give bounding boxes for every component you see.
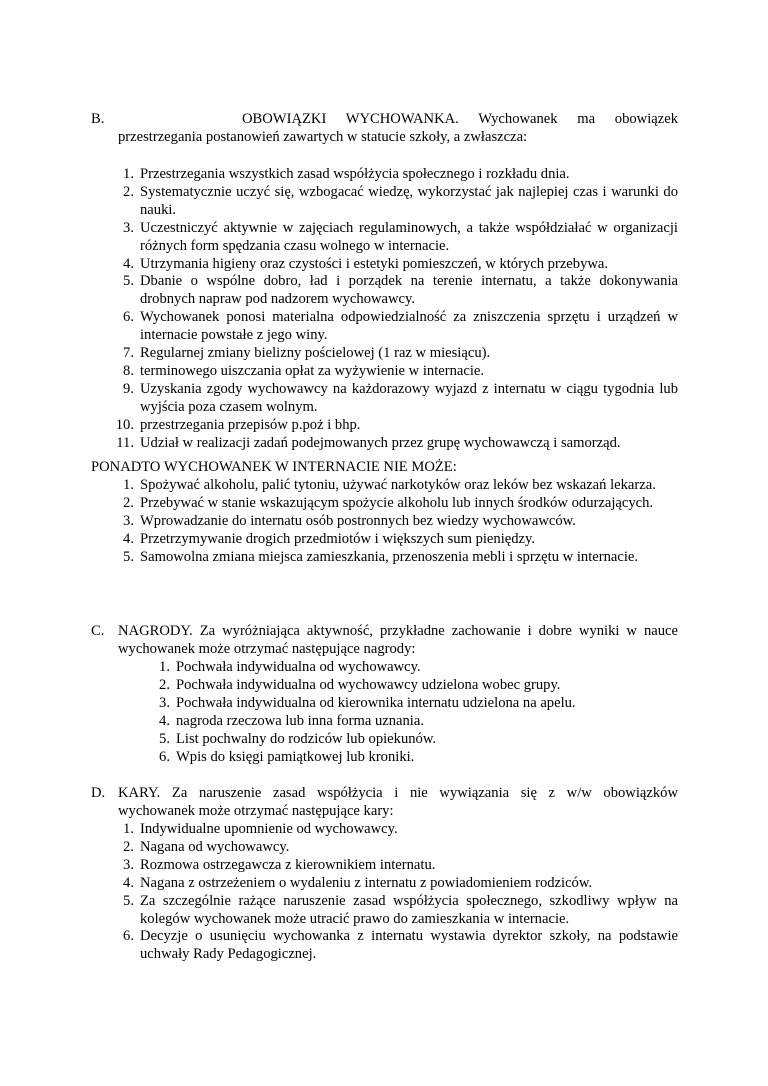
item-text: Nagana od wychowawcy. <box>140 838 290 855</box>
list-item <box>159 676 676 695</box>
section-d-letter: D. <box>91 785 106 801</box>
item-text: Pochwała indywidualna od wychowawcy. <box>176 659 421 675</box>
section-d <box>91 785 678 821</box>
item-number: 10. <box>115 416 134 433</box>
item-number: 8. <box>123 362 134 379</box>
list-item <box>123 309 678 345</box>
list-item <box>123 494 678 513</box>
section-b-intro-line1: OBOWIĄZKI WYCHOWANKA. Wychowanek ma obowiązek <box>242 111 678 127</box>
penalties-list <box>123 821 678 964</box>
list-item <box>123 362 678 381</box>
list-item <box>123 183 678 220</box>
item-number: 1. <box>123 166 134 182</box>
list-item <box>123 821 678 839</box>
item-number: 4. <box>123 255 134 272</box>
item-number: 3. <box>159 694 170 711</box>
item-number: 2. <box>123 494 134 511</box>
item-number: 1. <box>123 821 134 837</box>
section-d-intro-line1: KARY. Za naruszenie zasad współżycia i nie wywiązania się z w/w obowiązków <box>118 785 678 801</box>
section-b-letter: B. <box>91 111 105 127</box>
list-item <box>123 477 678 495</box>
list-item <box>123 273 678 309</box>
section-c-letter: C. <box>91 623 105 639</box>
list-item <box>159 748 676 767</box>
item-text: Regularnej zmiany bielizny pościelowej (1 raz w miesiącu). <box>140 345 491 362</box>
item-number: 6. <box>123 928 134 945</box>
item-text: Wprowadzanie do internatu osób postronnych bez wiedzy wychowawców. <box>140 512 576 529</box>
section-b <box>91 111 678 147</box>
section-c <box>91 623 678 659</box>
item-text: Uczestniczyć aktywnie w zajęciach regulaminowych, a także współdziałać w organizacji różnych form spędzania czasu wolnego w internacie. <box>140 219 678 254</box>
list-item <box>123 166 678 184</box>
list-item <box>159 659 676 677</box>
item-number: 3. <box>123 512 134 529</box>
item-text: Rozmowa ostrzegawcza z kierownikiem internatu. <box>140 856 436 873</box>
rewards-list <box>159 659 676 766</box>
item-text: List pochwalny do rodziców lub opiekunów. <box>176 730 437 747</box>
list-item <box>123 548 678 567</box>
item-text: Samowolna zmiana miejsca zamieszkania, przenoszenia mebli i sprzętu w internacie. <box>140 548 639 565</box>
prohibitions-title: PONADTO WYCHOWANEK W INTERNACIE NIE MOŻE: <box>91 459 457 475</box>
item-number: 2. <box>123 838 134 855</box>
list-item <box>123 255 678 274</box>
section-c-intro-line1: NAGRODY. Za wyróżniająca aktywność, przykładne zachowanie i dobre wyniki w nauce <box>118 623 678 639</box>
item-number: 3. <box>123 856 134 873</box>
section-d-heading <box>91 785 678 803</box>
list-item <box>159 712 676 731</box>
item-text: Przetrzymywanie drogich przedmiotów i większych sum pieniędzy. <box>140 530 535 547</box>
item-number: 4. <box>159 712 170 729</box>
section-d-intro-line2: wychowanek może otrzymać następujące kary: <box>118 802 394 819</box>
list-item <box>123 345 678 363</box>
item-text: Wychowanek ponosi materialna odpowiedzialność za zniszczenia sprzętu i urządzeń w internacie powstałe z jego winy. <box>140 309 678 344</box>
item-text: Systematycznie uczyć się, wzbogacać wiedzę, wykorzystać jak najlepiej czas i warunki do nauki. <box>140 183 678 218</box>
item-text: Pochwała indywidualna od kierownika internatu udzielona na apelu. <box>176 694 576 711</box>
list-item <box>115 416 678 435</box>
list-item <box>123 838 678 857</box>
item-number: 5. <box>123 273 134 290</box>
item-text: Nagana z ostrzeżeniem o wydaleniu z internatu z powiadomieniem rodziców. <box>140 874 593 891</box>
list-item <box>123 512 678 531</box>
item-number: 2. <box>123 183 134 200</box>
item-text: Dbanie o wspólne dobro, ład i porządek na terenie internatu, a także dokonywania drobnych napraw pod nadzorem wychowawcy. <box>140 273 678 308</box>
list-item <box>159 730 676 749</box>
item-text: Decyzje o usunięciu wychowanka z internatu wystawia dyrektor szkoły, na podstawie uchwały Rady Pedagogicznej. <box>140 928 678 963</box>
item-text: nagroda rzeczowa lub inna forma uznania. <box>176 712 424 729</box>
item-text: Przebywać w stanie wskazującym spożycie alkoholu lub innych środków odurzających. <box>140 494 654 511</box>
list-item <box>123 928 678 964</box>
item-text: Udział w realizacji zadań podejmowanych przez grupę wychowawczą i samorząd. <box>140 434 621 451</box>
item-text: Za szczególnie rażące naruszenie zasad współżycia społecznego, szkodliwy wpływ na kolegów wychowanek może utracić prawo do zamieszkania w internacie. <box>140 892 678 927</box>
item-text: Spożywać alkoholu, palić tytoniu, używać narkotyków oraz leków bez wskazań lekarza. <box>140 477 656 493</box>
item-number: 6. <box>159 748 170 765</box>
item-number: 9. <box>123 380 134 397</box>
item-text: Uzyskania zgody wychowawcy na każdorazowy wyjazd z internatu w ciągu tygodnia lub wyjścia poza czasem wolnym. <box>140 380 678 415</box>
list-item <box>123 219 678 256</box>
item-number: 1. <box>123 477 134 493</box>
item-number: 7. <box>123 345 134 362</box>
list-item <box>123 530 678 549</box>
list-item <box>123 380 678 417</box>
section-c-heading <box>91 623 678 641</box>
item-number: 3. <box>123 219 134 236</box>
item-number: 11. <box>116 434 134 451</box>
item-number: 1. <box>159 659 170 675</box>
item-number: 2. <box>159 676 170 693</box>
item-text: Wpis do księgi pamiątkowej lub kroniki. <box>176 748 415 765</box>
list-item <box>123 856 678 875</box>
item-text: Przestrzegania wszystkich zasad współżycia społecznego i rozkładu dnia. <box>140 166 570 182</box>
item-text: terminowego uiszczania opłat za wyżywienie w internacie. <box>140 362 485 379</box>
item-number: 6. <box>123 309 134 326</box>
prohibitions-list <box>123 477 678 567</box>
item-number: 4. <box>123 530 134 547</box>
list-item <box>116 434 678 453</box>
item-text: Indywidualne upomnienie od wychowawcy. <box>140 821 398 837</box>
item-number: 5. <box>123 892 134 909</box>
section-b-intro-line2: przestrzegania postanowień zawartych w statucie szkoły, a zwłaszcza: <box>118 128 528 145</box>
item-number: 4. <box>123 874 134 891</box>
list-item <box>123 874 678 893</box>
section-b-heading <box>91 111 678 129</box>
item-number: 5. <box>123 548 134 565</box>
list-item <box>123 892 678 929</box>
item-text: przestrzegania przepisów p.poż i bhp. <box>140 416 361 433</box>
item-text: Utrzymania higieny oraz czystości i estetyki pomieszczeń, w których przebywa. <box>140 255 609 272</box>
list-item <box>159 694 676 713</box>
item-number: 5. <box>159 730 170 747</box>
item-text: Pochwała indywidualna od wychowawcy udzielona wobec grupy. <box>176 676 561 693</box>
section-c-intro-line2: wychowanek może otrzymać następujące nagrody: <box>118 640 416 657</box>
duties-list <box>115 166 678 453</box>
